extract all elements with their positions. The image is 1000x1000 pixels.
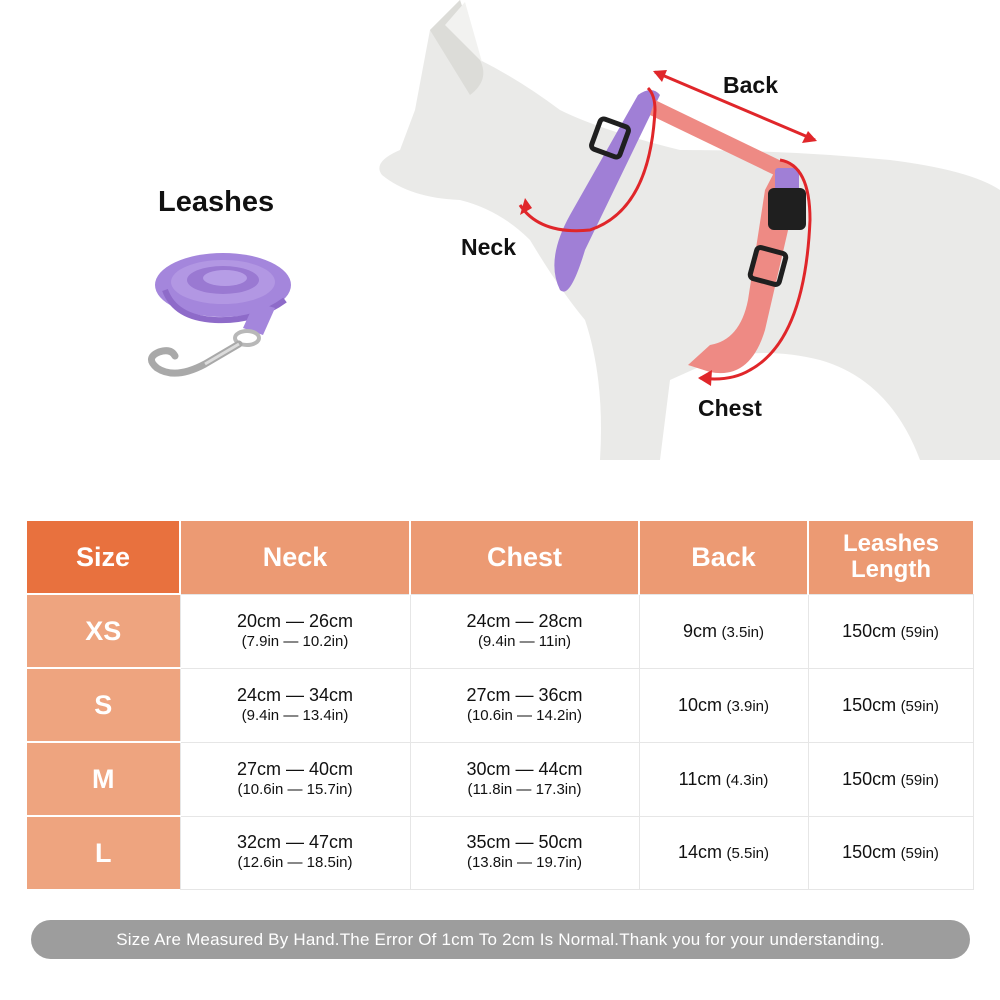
chest-cell	[410, 594, 639, 668]
chest-in: (10.6in — 14.2in)	[466, 706, 583, 724]
back-cm: 11cm	[678, 768, 722, 789]
back-cell	[639, 816, 808, 889]
back-in: (3.5in)	[721, 623, 764, 641]
leash-image	[135, 240, 305, 400]
back-cell	[639, 742, 808, 816]
size-cell: M	[27, 742, 180, 816]
leash-in: (59in)	[900, 771, 939, 789]
leash-cm: 150cm	[842, 842, 897, 862]
chest-cm: 30cm — 44cm	[466, 758, 583, 779]
neck-in: (9.4in — 13.4in)	[241, 706, 349, 724]
leash-in: (59in)	[900, 845, 939, 862]
measurement-note: Size Are Measured By Hand.The Error Of 1cm To 2cm Is Normal.Thank you for your understanding.	[31, 920, 970, 959]
back-cell	[639, 668, 808, 742]
chest-cell	[410, 816, 639, 889]
neck-cell	[180, 668, 410, 742]
leash-in: (59in)	[900, 697, 939, 715]
table-row	[27, 594, 973, 668]
table-row	[27, 668, 973, 742]
neck-cell	[180, 742, 410, 816]
neck-cell	[180, 816, 410, 889]
neck-cm: 27cm — 40cm	[236, 758, 354, 779]
chest-in: (13.8in — 19.7in)	[466, 854, 583, 871]
back-cm: 10cm	[678, 694, 723, 715]
back-in: (5.5in)	[726, 845, 769, 862]
back-cm: 9cm	[683, 620, 718, 641]
size-cell: L	[27, 816, 180, 889]
chest-label: Chest	[698, 395, 762, 421]
table-header-row	[27, 521, 973, 594]
back-in: (3.9in)	[726, 697, 769, 715]
neck-cm: 24cm — 34cm	[236, 684, 354, 705]
chest-cell	[410, 668, 639, 742]
chest-cm: 24cm — 28cm	[466, 610, 583, 631]
chest-cm: 35cm — 50cm	[466, 832, 583, 852]
chest-in: (11.8in — 17.3in)	[467, 780, 582, 798]
table-row	[27, 742, 973, 816]
back-label: Back	[723, 72, 778, 98]
leash-in: (59in)	[900, 623, 939, 641]
chest-cm: 27cm — 36cm	[466, 684, 583, 705]
header-back: Back	[639, 521, 808, 594]
header-length: Length	[851, 556, 931, 584]
back-cell	[639, 594, 808, 668]
size-table	[27, 521, 974, 890]
dog-mannequin-image	[370, 0, 1000, 460]
neck-in: (10.6in — 15.7in)	[237, 780, 353, 798]
leash-cell	[808, 668, 973, 742]
leash-cell	[808, 816, 973, 889]
header-neck: Neck	[180, 521, 410, 594]
leash-cm: 150cm	[842, 620, 897, 641]
neck-cell	[180, 594, 410, 668]
header-leashes-length	[808, 521, 973, 594]
table-row	[27, 816, 973, 889]
neck-in: (7.9in — 10.2in)	[241, 632, 349, 650]
chest-cell	[410, 742, 639, 816]
neck-in: (12.6in — 18.5in)	[237, 854, 353, 871]
leash-cm: 150cm	[842, 768, 897, 789]
neck-label: Neck	[461, 234, 516, 260]
back-cm: 14cm	[678, 842, 723, 862]
size-cell: S	[27, 668, 180, 742]
leash-cell	[808, 742, 973, 816]
header-leashes: Leashes	[842, 530, 940, 558]
leashes-title: Leashes	[158, 186, 275, 218]
leash-cm: 150cm	[842, 694, 897, 715]
leash-cell	[808, 594, 973, 668]
size-cell: XS	[27, 594, 180, 668]
back-in: (4.3in)	[725, 771, 769, 789]
neck-cm: 20cm — 26cm	[236, 610, 354, 631]
header-size: Size	[27, 521, 180, 594]
chest-in: (9.4in — 11in)	[477, 632, 572, 650]
neck-cm: 32cm — 47cm	[236, 832, 354, 852]
header-chest: Chest	[410, 521, 639, 594]
